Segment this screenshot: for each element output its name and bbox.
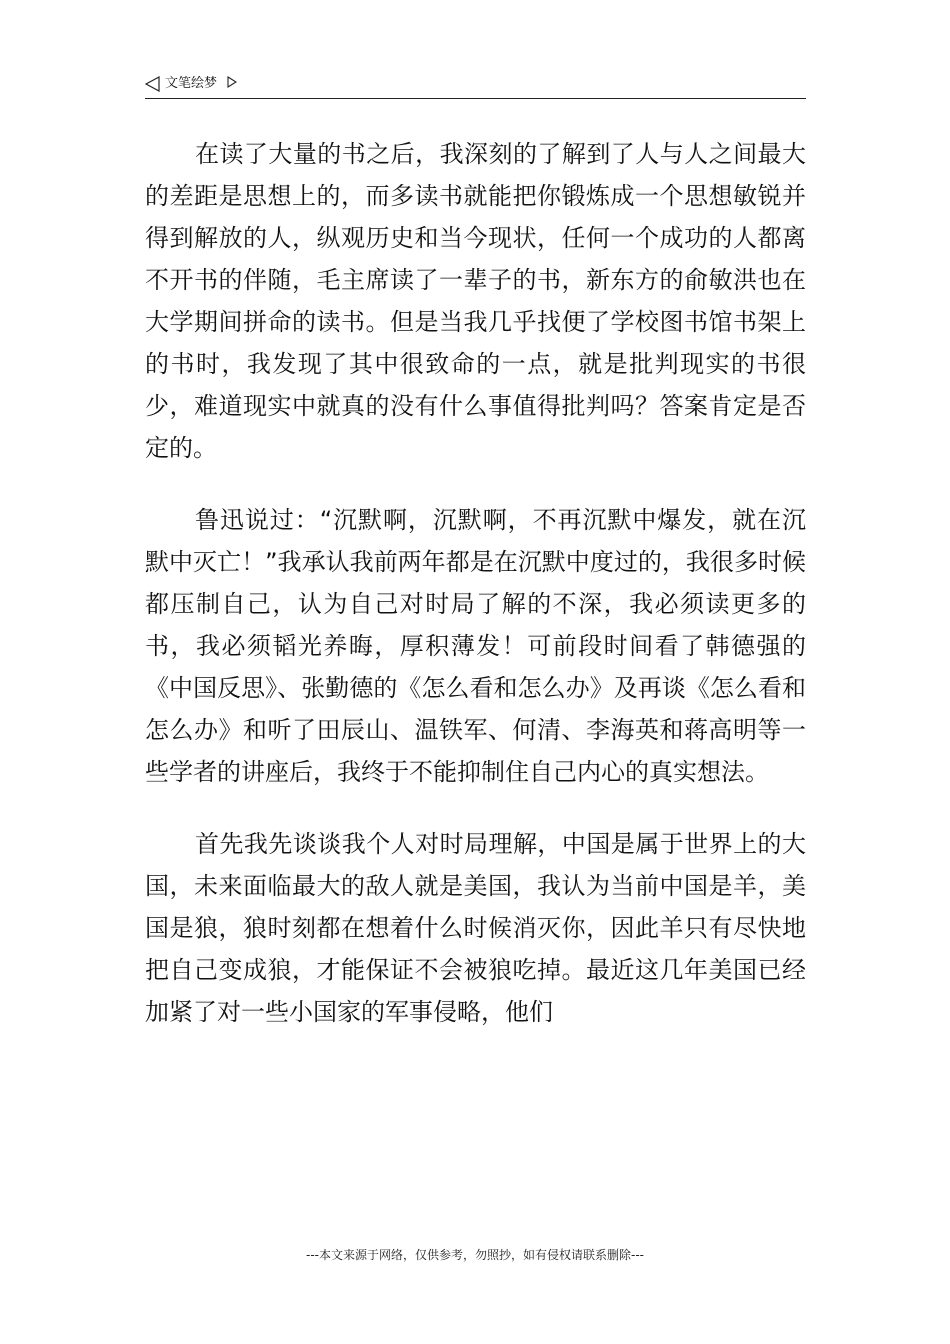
paragraph-2: 鲁迅说过：“沉默啊，沉默啊，不再沉默中爆发，就在沉默中灭亡！”我承认我前两年都是在沉默中度过的，我很多时候都压制自己，认为自己对时局了解的不深，我必须读更多的书，我必须韬光养晦，厚积薄发！可前段时间看了韩德强的《中国反思》、张勤德的《怎么看和怎么办》及再谈《怎么看和怎么办》和听了田辰山、温铁军、何清、李海英和蒋高明等一些学者的讲座后，我终于不能抑制住自己内心的真实想法。	[145, 506, 806, 786]
page-footer: ---本文来源于网络，仅供参考，勿照抄，如有侵权请联系删除---	[306, 1248, 644, 1262]
triangle-left-outline-icon	[145, 76, 161, 92]
header-title: 文笔绘梦	[165, 76, 218, 91]
paragraph-3: 首先我先谈谈我个人对时局理解，中国是属于世界上的大国，未来面临最大的敌人就是美国，我认为当前中国是羊，美国是狼，狼时刻都在想着什么时候消灭你，因此羊只有尽快地把自己变成狼，才能保证不会被狼吃掉。最近这几年美国已经加紧了对一些小国家的军事侵略，他们	[145, 830, 806, 1026]
triangle-right-outline-icon	[227, 76, 237, 88]
paragraph-1: 在读了大量的书之后，我深刻的了解到了人与人之间最大的差距是思想上的，而多读书就能把你锻炼成一个思想敏锐并得到解放的人，纵观历史和当今现状，任何一个成功的人都离不开书的伴随，毛主席读了一辈子的书，新东方的俞敏洪也在大学期间拼命的读书。但是当我几乎找便了学校图书馆书架上的书时，我发现了其中很致命的一点，就是批判现实的书很少，难道现实中就真的没有什么事值得批判吗？答案肯定是否定的。	[145, 140, 806, 462]
header-left	[145, 76, 237, 92]
document-body	[145, 133, 806, 1063]
page-header	[145, 70, 806, 99]
